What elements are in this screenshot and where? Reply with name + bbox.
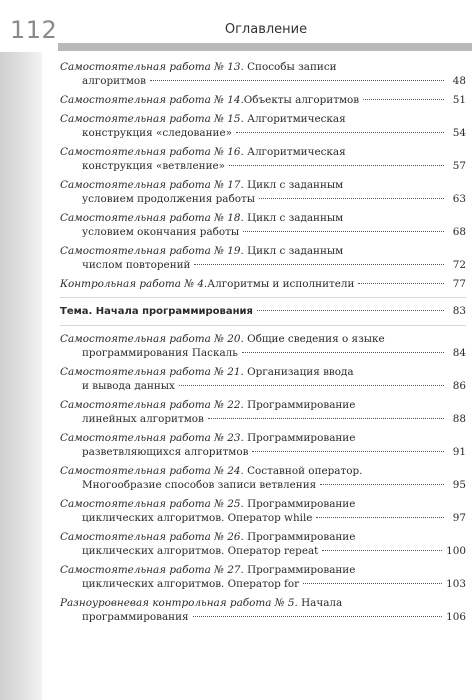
entry-type: Самостоятельная работа № 15. xyxy=(60,113,244,125)
entry-page: 83 xyxy=(452,305,466,317)
toc-entry[interactable] xyxy=(60,277,466,291)
entry-page: 77 xyxy=(452,278,466,290)
entry-type: Контрольная работа № 4. xyxy=(60,278,208,290)
toc-section-heading[interactable] xyxy=(60,304,466,319)
entry-title: Программирование xyxy=(243,399,356,411)
toc-entry[interactable] xyxy=(60,563,466,591)
leader-dots xyxy=(150,80,444,81)
entry-type: Самостоятельная работа № 26. xyxy=(60,531,244,543)
leader-dots xyxy=(257,310,444,311)
toc-entry[interactable] xyxy=(60,93,466,107)
leader-dots xyxy=(316,517,444,518)
entry-title-cont: конструкция «ветвление» xyxy=(82,160,226,172)
entry-title: Общие сведения о языке xyxy=(243,333,385,345)
entry-title-cont: программирования xyxy=(82,611,189,623)
leader-dots xyxy=(208,418,444,419)
toc-entry[interactable] xyxy=(60,178,466,206)
section-separator xyxy=(60,297,466,298)
leader-dots xyxy=(243,231,444,232)
entry-page: 91 xyxy=(452,446,466,458)
entry-page: 72 xyxy=(452,259,466,271)
entry-title: Алгоритмы и исполнители xyxy=(207,278,355,290)
entry-type: Самостоятельная работа № 18. xyxy=(60,212,244,224)
entry-page: 97 xyxy=(452,512,466,524)
section-separator xyxy=(60,325,466,326)
entry-title-cont: циклических алгоритмов. Оператор for xyxy=(82,578,300,590)
entry-page: 63 xyxy=(452,193,466,205)
entry-page: 88 xyxy=(452,413,466,425)
entry-type: Самостоятельная работа № 13. xyxy=(60,61,244,73)
entry-page: 54 xyxy=(452,127,466,139)
entry-title-cont: циклических алгоритмов. Оператор repeat xyxy=(82,545,319,557)
page-number: 112 xyxy=(10,16,58,44)
entry-page: 106 xyxy=(446,611,466,623)
page-header-title: Оглавление xyxy=(224,22,308,37)
toc-entry[interactable] xyxy=(60,464,466,492)
toc-entry[interactable] xyxy=(60,431,466,459)
header-rule xyxy=(58,43,472,51)
toc-entry[interactable] xyxy=(60,112,466,140)
leader-dots xyxy=(179,385,444,386)
leader-dots xyxy=(242,352,444,353)
entry-type: Самостоятельная работа № 27. xyxy=(60,564,244,576)
entry-page: 68 xyxy=(452,226,466,238)
entry-page: 84 xyxy=(452,347,466,359)
toc-entry[interactable] xyxy=(60,244,466,272)
section-title: Тема. Начала программирования xyxy=(60,306,253,317)
entry-type: Самостоятельная работа № 19. xyxy=(60,245,244,257)
table-of-contents xyxy=(60,60,466,629)
toc-entry[interactable] xyxy=(60,596,466,624)
entry-title: Программирование xyxy=(243,531,356,543)
entry-type: Самостоятельная работа № 23. xyxy=(60,432,244,444)
entry-type: Самостоятельная работа № 22. xyxy=(60,399,244,411)
entry-title: Цикл с заданным xyxy=(243,212,344,224)
entry-title: Цикл с заданным xyxy=(243,245,344,257)
entry-page: 51 xyxy=(452,94,466,106)
entry-type: Самостоятельная работа № 17. xyxy=(60,179,244,191)
entry-type: Самостоятельная работа № 20. xyxy=(60,333,244,345)
entry-type: Разноуровневая контрольная работа № 5. xyxy=(60,597,298,609)
leader-dots xyxy=(363,99,444,100)
entry-title: Программирование xyxy=(243,498,356,510)
entry-title-cont: линейных алгоритмов xyxy=(82,413,204,425)
toc-entry[interactable] xyxy=(60,497,466,525)
entry-title-cont: условием продолжения работы xyxy=(82,193,255,205)
entry-title-cont: условием окончания работы xyxy=(82,226,240,238)
entry-type: Самостоятельная работа № 25. xyxy=(60,498,244,510)
entry-type: Самостоятельная работа № 16. xyxy=(60,146,244,158)
leader-dots xyxy=(229,165,444,166)
entry-title-cont: разветвляющихся алгоритмов xyxy=(82,446,249,458)
entry-type: Самостоятельная работа № 24. xyxy=(60,465,244,477)
leader-dots xyxy=(193,616,443,617)
entry-title: Алгоритмическая xyxy=(243,146,346,158)
toc-entry[interactable] xyxy=(60,211,466,239)
toc-entry[interactable] xyxy=(60,332,466,360)
entry-title-cont: циклических алгоритмов. Оператор while xyxy=(82,512,313,524)
toc-entry[interactable] xyxy=(60,398,466,426)
entry-title: Организация ввода xyxy=(243,366,354,378)
toc-entry[interactable] xyxy=(60,60,466,88)
leader-dots xyxy=(259,198,444,199)
entry-title-cont: программирования Паскаль xyxy=(82,347,238,359)
leader-dots xyxy=(194,264,444,265)
leader-dots xyxy=(358,283,444,284)
entry-title: Цикл с заданным xyxy=(243,179,344,191)
entry-type: Самостоятельная работа № 21. xyxy=(60,366,244,378)
entry-title-cont: алгоритмов xyxy=(82,75,147,87)
entry-type: Самостоятельная работа № 14. xyxy=(60,94,244,106)
entry-title: Объекты алгоритмов xyxy=(243,94,360,106)
toc-entry[interactable] xyxy=(60,145,466,173)
page-edge-shadow xyxy=(0,52,42,700)
entry-page: 103 xyxy=(446,578,466,590)
entry-title: Способы записи xyxy=(243,61,337,73)
entry-title: Составной оператор. xyxy=(243,465,363,477)
leader-dots xyxy=(322,550,442,551)
entry-title-cont: Многообразие способов записи ветвления xyxy=(82,479,317,491)
leader-dots xyxy=(252,451,444,452)
entry-page: 95 xyxy=(452,479,466,491)
toc-entry[interactable] xyxy=(60,365,466,393)
entry-title: Программирование xyxy=(243,432,356,444)
entry-page: 100 xyxy=(446,545,466,557)
leader-dots xyxy=(236,132,444,133)
entry-title-cont: числом повторений xyxy=(82,259,191,271)
entry-page: 57 xyxy=(452,160,466,172)
leader-dots xyxy=(320,484,444,485)
entry-title: Начала xyxy=(297,597,343,609)
entry-title: Программирование xyxy=(243,564,356,576)
leader-dots xyxy=(303,583,442,584)
entry-title-cont: и вывода данных xyxy=(82,380,175,392)
entry-title: Алгоритмическая xyxy=(243,113,346,125)
entry-title-cont: конструкция «следование» xyxy=(82,127,232,139)
entry-page: 86 xyxy=(452,380,466,392)
entry-page: 48 xyxy=(452,75,466,87)
toc-entry[interactable] xyxy=(60,530,466,558)
